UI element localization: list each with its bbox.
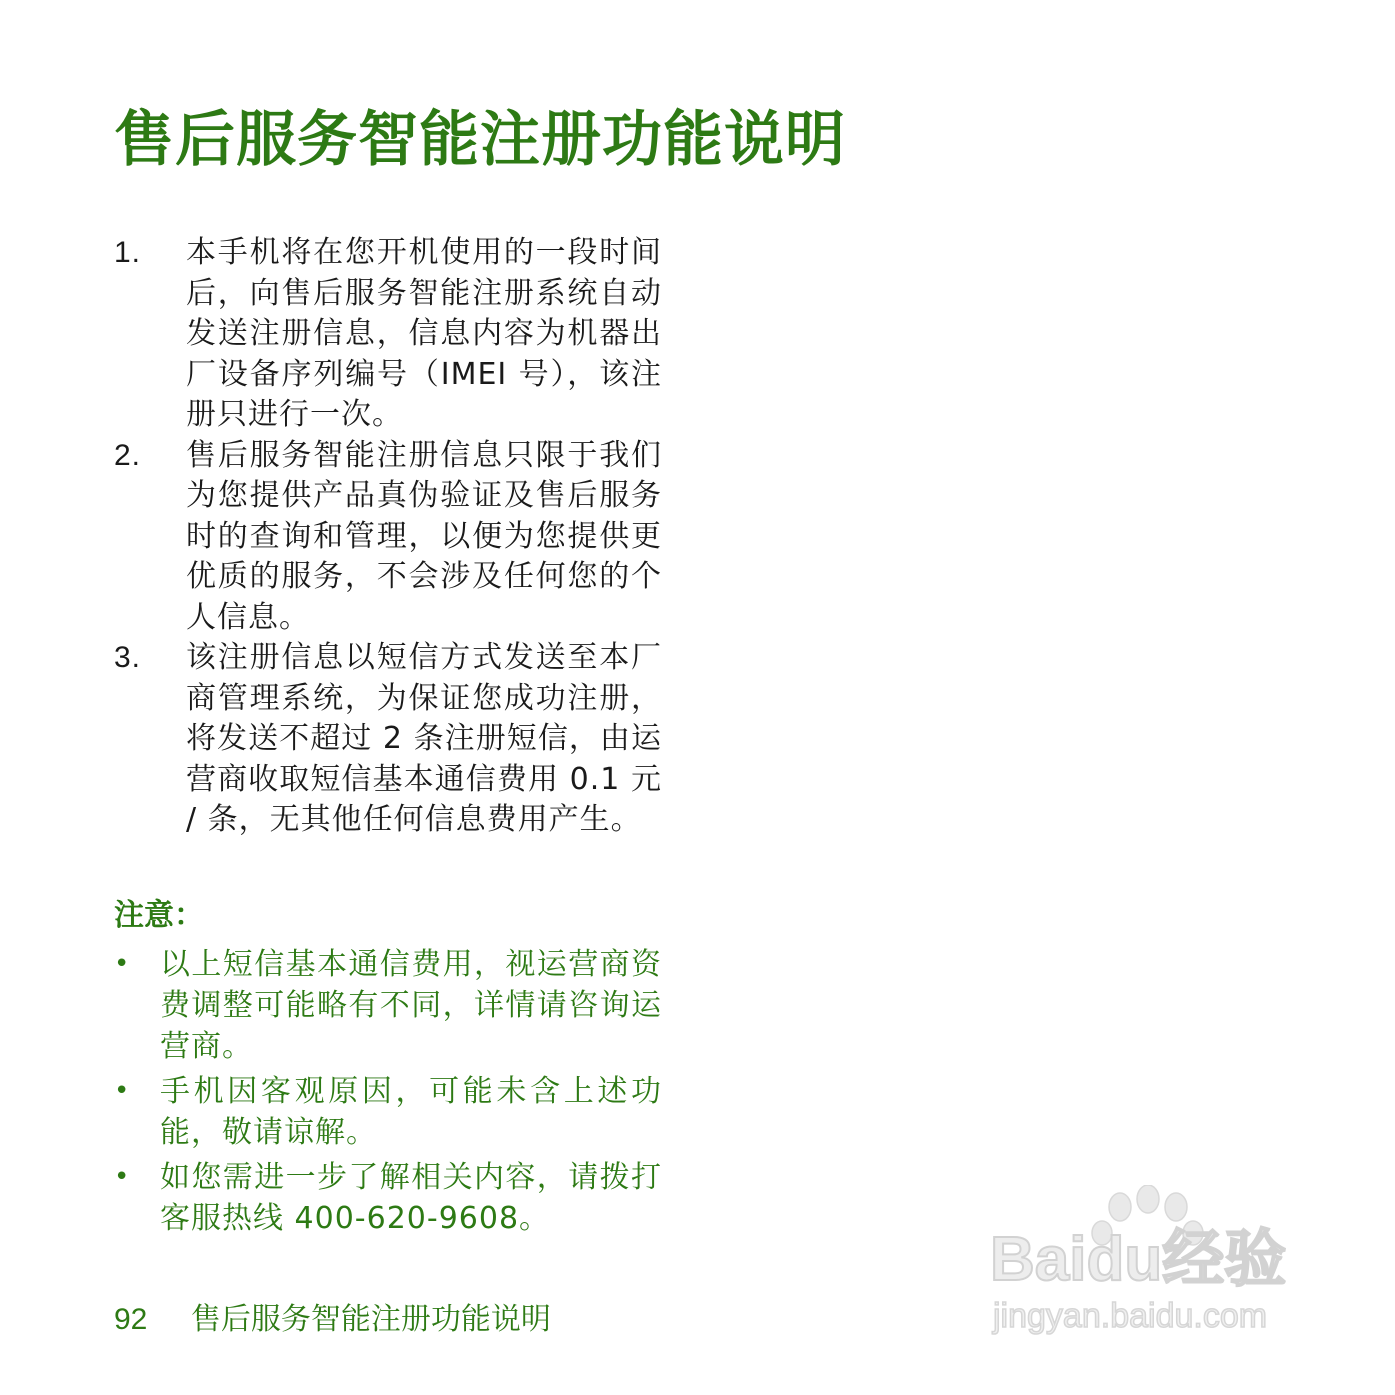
list-item xyxy=(114,638,662,841)
item-text: 售后服务智能注册信息只限于我们为您提供产品真伪验证及售后服务时的查询和管理，以便为您提供更优质的服务，不会涉及任何您的个人信息。 xyxy=(186,437,662,635)
footer-section-title: 售后服务智能注册功能说明 xyxy=(190,1302,551,1337)
bullet-icon: • xyxy=(114,1162,131,1192)
list-item xyxy=(114,436,662,639)
item-number: 2. xyxy=(114,438,142,472)
list-item xyxy=(114,233,662,436)
item-number: 3. xyxy=(114,641,142,674)
bullet-text: 手机因客观原因，可能未含上述功能，敬请谅解。 xyxy=(160,1074,662,1150)
bullet-icon: • xyxy=(114,1076,131,1106)
note-bullet-item xyxy=(114,1071,662,1153)
page-title: 售后服务智能注册功能说明 xyxy=(114,105,846,175)
note-heading: 注意： xyxy=(114,898,204,933)
item-text: 该注册信息以短信方式发送至本厂商管理系统，为保证您成功注册，将发送不超过 2 条注册短信，由运营商收取短信基本通信费用 0.1 元 / 条，无其他任何信息费用产生。 xyxy=(186,640,662,837)
watermark-brand: Baidu经验 xyxy=(990,1225,1287,1294)
bullet-text: 以上短信基本通信费用，视运营商资费调整可能略有不同，详情请咨询运营商。 xyxy=(160,947,662,1064)
numbered-list xyxy=(114,233,674,841)
note-bullet-list xyxy=(114,944,674,1243)
bullet-text: 如您需进一步了解相关内容，请拨打客服热线 400-620-9608。 xyxy=(160,1160,662,1236)
watermark-url: jingyan.baidu.com xyxy=(993,1297,1268,1335)
page-number: 92 xyxy=(114,1303,148,1336)
page-footer xyxy=(114,1300,551,1340)
baidu-jingyan-watermark-logo xyxy=(985,1185,1315,1345)
note-bullet-item xyxy=(114,1157,662,1239)
item-text: 本手机将在您开机使用的一段时间后，向售后服务智能注册系统自动发送注册信息，信息内容为机器出厂设备序列编号（IMEI 号），该注册只进行一次。 xyxy=(186,235,662,432)
bullet-icon: • xyxy=(114,949,131,979)
note-bullet-item xyxy=(114,944,662,1067)
item-number: 1. xyxy=(114,236,142,269)
